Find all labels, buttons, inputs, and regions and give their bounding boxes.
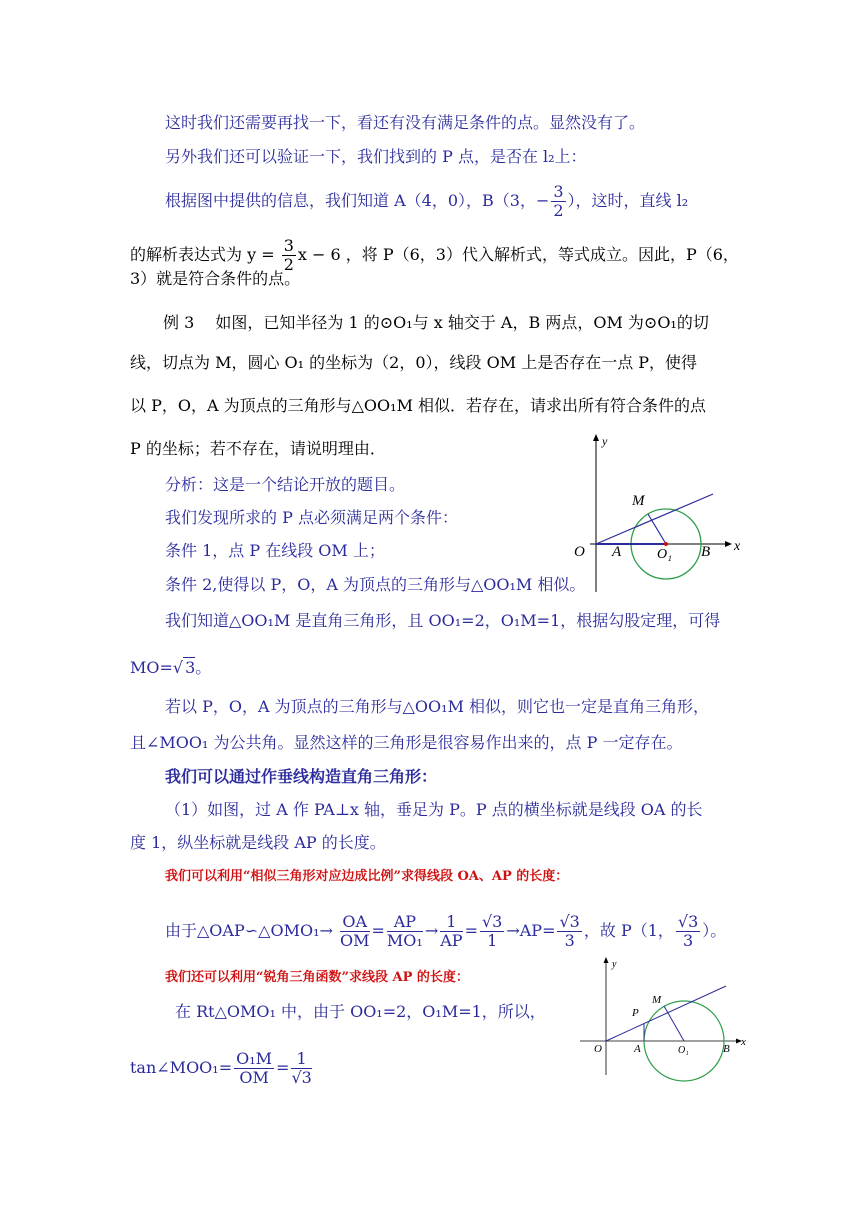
tangent-line <box>596 494 713 544</box>
highlight-note: 我们可以利用“相似三角形对应边成比例”求得线段 OA、AP 的长度： <box>165 869 569 884</box>
fraction <box>440 913 462 950</box>
text-line: 线，切点为 M，圆心 O₁ 的坐标为（2，0），线段 OM 上是否存在一点 P，使得 <box>130 353 698 372</box>
label-x: x <box>734 539 741 554</box>
text-line: P 的坐标；若不存在，请说明理由． <box>130 439 386 458</box>
denominator: MO₁ <box>386 931 423 950</box>
section-heading: 我们可以通过作垂线构造直角三角形： <box>165 767 438 786</box>
fraction <box>387 913 423 950</box>
numerator: 3 <box>283 236 294 255</box>
highlight-note: 我们还可以利用“锐角三角函数”求线段 AP 的长度： <box>165 970 469 985</box>
denominator: AP <box>440 931 463 950</box>
text-line: 分析：这是一个结论开放的题目。 <box>165 475 406 494</box>
label-b: B <box>701 544 711 560</box>
numerator: AP <box>387 913 423 932</box>
arrow: → <box>424 921 439 940</box>
numerator: √3 <box>677 912 699 931</box>
numerator: 1 <box>440 913 462 932</box>
text-segment: 根据图中提供的信息，我们知道 A（4，0），B（3， <box>165 191 536 210</box>
denominator: 2 <box>283 255 294 274</box>
text-line: 且∠MOO₁ 为公共角。显然这样的三角形是很容易作出来的，点 P 一定存在。 <box>130 733 683 752</box>
denominator: √3 <box>291 1068 312 1087</box>
text-segment: MO= <box>130 658 173 677</box>
text-line: MO=√ 3。 <box>130 658 212 677</box>
label-m: M <box>632 493 645 509</box>
label-y: y <box>602 434 608 448</box>
numerator: √3 <box>481 912 503 931</box>
text-segment: →AP= <box>506 921 556 940</box>
denominator: 3 <box>564 931 575 950</box>
text-line: 我们发现所求的 P 点必须满足两个条件： <box>165 508 458 527</box>
y-axis-arrow <box>604 957 609 963</box>
center-point <box>664 542 668 546</box>
text-segment: tan∠MOO₁= <box>130 1058 233 1077</box>
label-a: A <box>612 544 622 560</box>
circle-tangent-figure <box>568 432 748 597</box>
numerator: O₁M <box>236 1049 273 1068</box>
text-line: 我们知道△OO₁M 是直角三角形，且 OO₁=2，O₁M=1，根据勾股定理，可得 <box>165 611 721 630</box>
text-line <box>165 913 726 950</box>
text-segment: ），这时，直线 l₂ <box>567 191 689 210</box>
denominator: OM <box>340 931 370 950</box>
label-o1: O₁ <box>678 1045 689 1056</box>
text-segment: x − 6 ，将 P（6，3）代入解析式，等式成立。因此，P（6， <box>297 245 739 264</box>
numerator: 1 <box>291 1050 311 1069</box>
equals-sign: = <box>276 1058 290 1077</box>
fraction <box>551 183 565 220</box>
equals-sign: = <box>464 921 478 940</box>
label-b: B <box>723 1043 730 1055</box>
text-line: （1）如图，过 A 作 PA⊥x 轴，垂足为 P。P 点的横坐标就是线段 OA 的长 <box>165 800 703 819</box>
label-m: M <box>652 994 662 1006</box>
text-line: 若以 P，O，A 为顶点的三角形与△OO₁M 相似，则它也一定是直角三角形， <box>165 697 710 716</box>
text-line: 条件 1，点 P 在线段 OM 上； <box>165 541 385 560</box>
text-line: 这时我们还需要再找一下，看还有没有满足条件的点。显然没有了。 <box>165 113 646 132</box>
minus-sign: − <box>535 191 550 210</box>
label-x: x <box>741 1036 746 1048</box>
label-a: A <box>634 1043 641 1055</box>
denominator: OM <box>239 1068 269 1087</box>
label-o1: O₁ <box>657 547 672 562</box>
fraction <box>480 913 504 950</box>
label-p: P <box>632 1007 639 1019</box>
fraction <box>676 913 700 950</box>
label-o: O <box>594 1043 602 1055</box>
text-line: 3）就是符合条件的点。 <box>130 269 301 288</box>
fraction <box>557 913 581 950</box>
denominator: 2 <box>553 201 564 220</box>
text-segment: 的解析表达式为 y = <box>130 245 275 264</box>
numerator: OA <box>340 913 370 932</box>
text-segment: ，故 P（1， <box>583 921 674 940</box>
label-y: y <box>612 959 617 970</box>
fraction <box>291 1050 311 1087</box>
text-line: 另外我们还可以验证一下，我们找到的 P 点，是否在 l₂上： <box>165 147 587 166</box>
text-line: 条件 2,使得以 P，O，A 为顶点的三角形与△OO₁M 相似。 <box>165 575 586 594</box>
tangent-line <box>606 986 726 1041</box>
numerator: √3 <box>559 912 580 931</box>
text-line: 在 Rt△OMO₁ 中，由于 OO₁=2，O₁M=1，所以， <box>175 1002 546 1021</box>
text-line: 例 3 如图，已知半径为 1 的⊙O₁与 x 轴交于 A，B 两点，OM 为⊙O₁的切 <box>163 313 709 332</box>
text-segment: 由于△OAP∽△OMO₁→ <box>165 921 333 940</box>
denominator: 3 <box>683 931 694 950</box>
fraction <box>234 1050 274 1087</box>
fraction <box>340 913 370 950</box>
text-line: 以 P，O，A 为顶点的三角形与△OO₁M 相似．若存在，请求出所有符合条件的点 <box>130 396 707 415</box>
sqrt-radicand: 3 <box>185 658 196 677</box>
radius-o1m <box>664 1006 684 1041</box>
text-segment: 。 <box>195 658 212 677</box>
perpendicular-construction-figure <box>578 955 758 1085</box>
text-line <box>130 1050 314 1087</box>
equals-sign: = <box>371 921 385 940</box>
y-axis-arrow <box>593 434 599 441</box>
text-line <box>165 183 688 220</box>
text-line: 度 1，纵坐标就是线段 AP 的长度。 <box>130 833 386 852</box>
numerator: 3 <box>553 182 564 201</box>
label-o: O <box>574 544 585 560</box>
denominator: 1 <box>487 931 498 950</box>
text-segment: ）。 <box>702 921 727 940</box>
x-axis-arrow <box>725 541 732 547</box>
